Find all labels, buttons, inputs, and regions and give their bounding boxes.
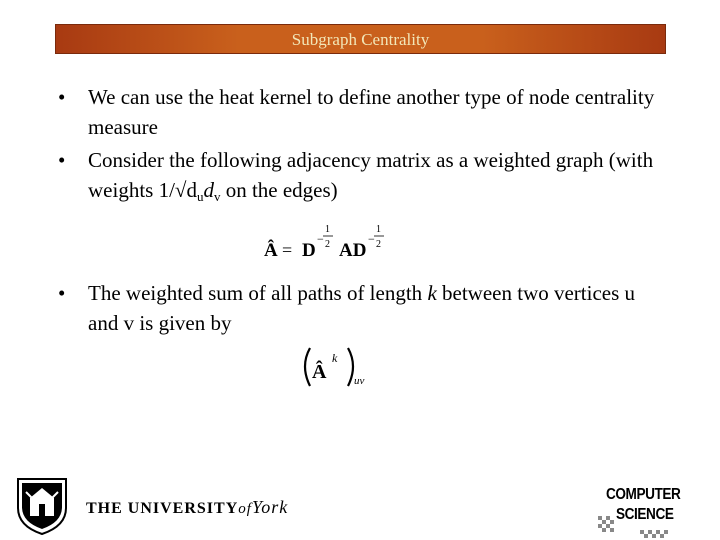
formula-lhs: Â: [264, 240, 278, 261]
university-crest-icon: [14, 476, 70, 536]
bullet-3-k: k: [427, 281, 437, 305]
exp1-den: 2: [325, 239, 330, 250]
formula-equals: =: [282, 240, 293, 260]
bullet-1-text: We can use the heat kernel to define another type of node centrality measure: [88, 85, 655, 139]
university-text: THE UNIVERSITY: [86, 500, 239, 517]
bullet-dot: •: [58, 85, 66, 109]
bullet-2-d: d: [203, 178, 214, 202]
exp2-den: 2: [376, 239, 381, 250]
slide-title-bar: [55, 24, 666, 54]
exp2-sign: −: [368, 232, 375, 246]
formula2-base: Â: [312, 361, 327, 383]
university-wordmark: [86, 497, 288, 518]
bullet-3-tail: between two vertices u and v is given by: [88, 281, 636, 335]
right-paren: [348, 348, 353, 386]
bullet-dot: •: [58, 281, 66, 305]
weighted-paths-formula: [298, 340, 378, 392]
formula-ad: AD: [339, 240, 367, 261]
computer-science-logo: [598, 486, 681, 538]
bullet-2-sub-v: v: [213, 189, 221, 204]
exp2-num: 1: [376, 224, 381, 235]
bullet-2-text: [88, 145, 668, 205]
computer-text: COMPUTER: [606, 486, 681, 503]
university-york: York: [251, 497, 289, 517]
exp1-sign: −: [317, 232, 324, 246]
bullet-2-main: Consider the following adjacency matrix as a weighted graph (with weights 1/√d: [88, 148, 654, 202]
bullet-2-tail: on the edges): [220, 178, 338, 202]
bullet-3-head: The weighted sum of all paths of length: [88, 281, 423, 305]
formula-d1: D: [302, 240, 316, 261]
science-text: SCIENCE: [616, 506, 674, 523]
left-paren: [305, 348, 310, 386]
exp1-num: 1: [325, 224, 330, 235]
bullet-2-sub-u: u: [196, 189, 204, 204]
normalized-adjacency-formula: [262, 218, 402, 266]
formula2-subscript: uv: [354, 375, 365, 387]
university-of: of: [238, 501, 252, 517]
formula2-exp: k: [332, 351, 338, 365]
bullet-dot: •: [58, 148, 66, 172]
slide-title: Subgraph Centrality: [291, 30, 430, 49]
bullet-3-text: [88, 278, 668, 338]
